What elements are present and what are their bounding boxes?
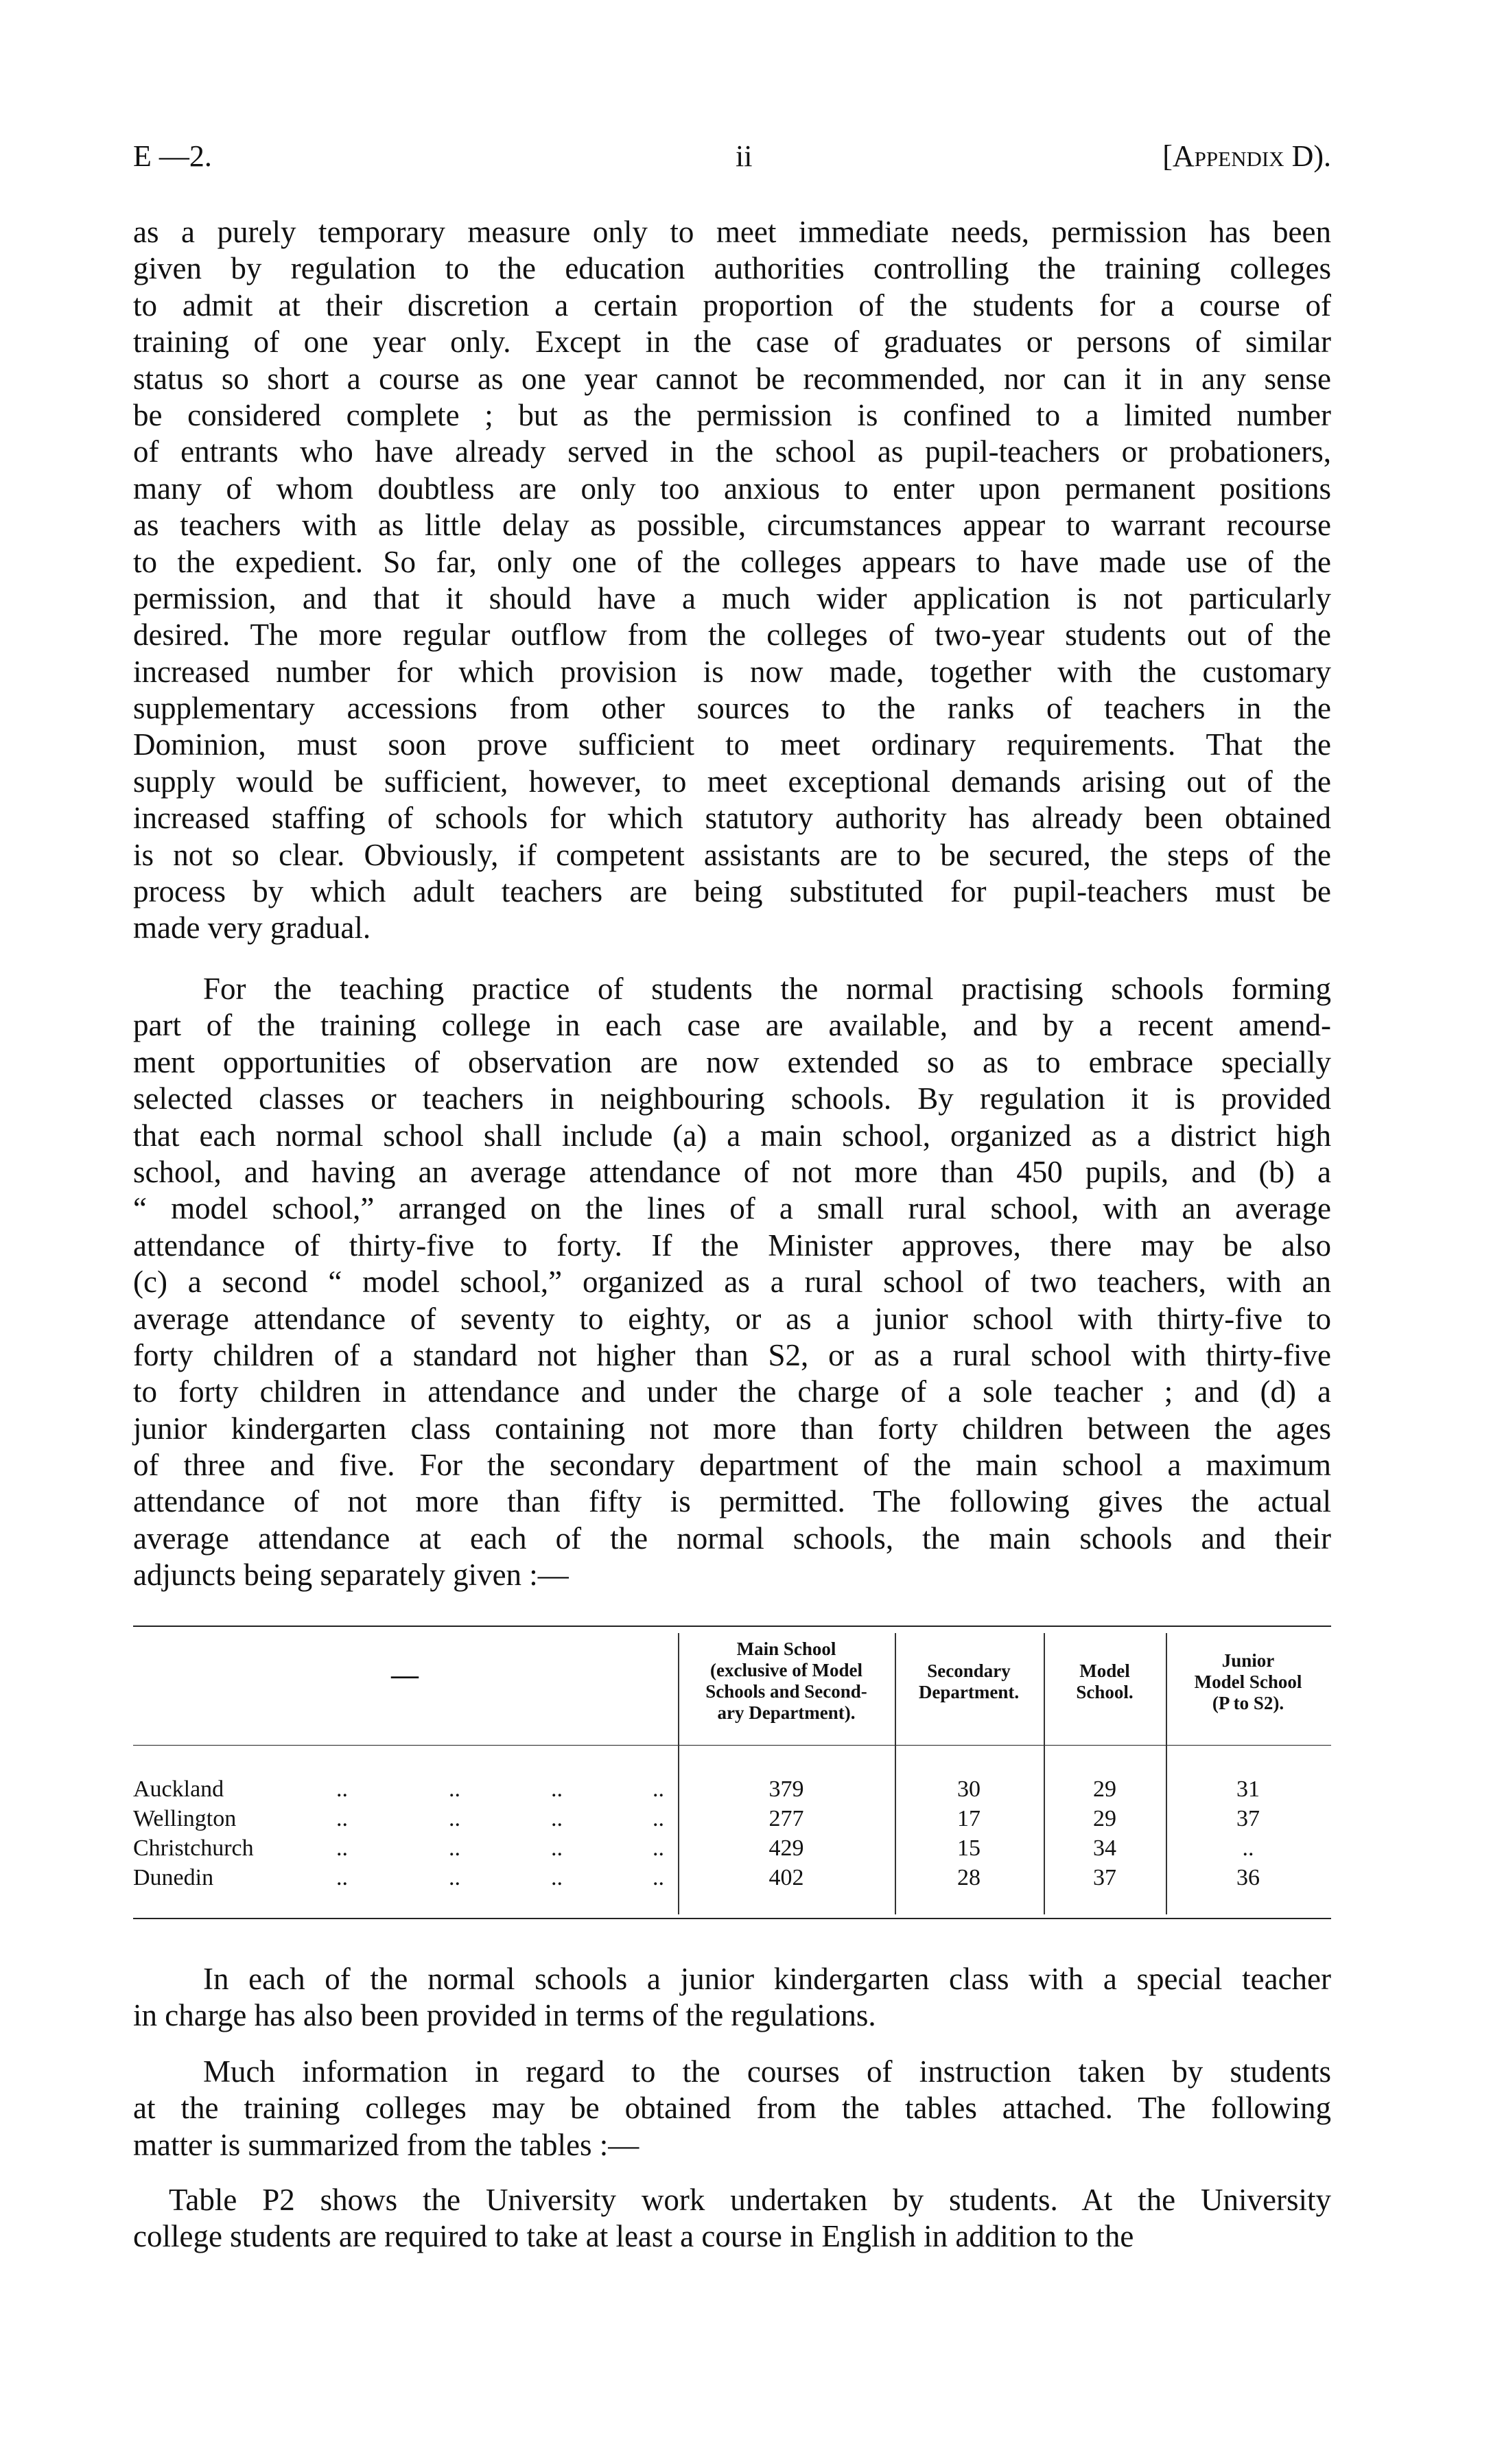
leader-dots: .. (653, 1865, 664, 1890)
leader-dots: .. (551, 1776, 563, 1802)
text-line: at the training colleges may be obtained from the tables attached. The following (133, 2091, 1331, 2126)
text-line: adjuncts being separately given :— (133, 1558, 569, 1593)
table-top-rule (133, 1626, 1331, 1627)
text-line: increased staffing of schools for which statutory authority has already been obtained (133, 801, 1331, 836)
text-line: (c) a second “ model school,” organized as a rural school of two teachers, with an (133, 1265, 1331, 1300)
attendance-value: 30 (957, 1776, 981, 1802)
attendance-value: 29 (1093, 1776, 1116, 1802)
leader-dots: .. (336, 1835, 348, 1861)
leader-dots: .. (551, 1835, 563, 1861)
leader-dots: .. (336, 1806, 348, 1831)
leader-dots: .. (449, 1776, 460, 1802)
text-line: junior kindergarten class containing not more than forty children between the ages (133, 1411, 1331, 1446)
leader-dots: .. (551, 1806, 563, 1831)
text-line: matter is summarized from the tables :— (133, 2127, 639, 2162)
school-name: Christchurch (133, 1835, 254, 1861)
column-header-line: (P to S2). (1212, 1693, 1284, 1713)
text-line: in charge has also been provided in terms of the regulations. (133, 1998, 876, 2033)
column-header-line: Department. (918, 1682, 1020, 1702)
paragraph-courses (133, 2054, 1331, 2163)
attendance-value: 28 (957, 1865, 981, 1890)
school-name: Wellington (133, 1806, 237, 1831)
attendance-value: 37 (1093, 1865, 1116, 1890)
leader-dots: .. (449, 1806, 460, 1831)
column-header-line: Secondary (927, 1661, 1011, 1681)
attendance-value: 31 (1236, 1776, 1260, 1802)
column-header-line: Main School (736, 1639, 836, 1659)
column-header (683, 1639, 889, 1724)
text-line: part of the training college in each case are available, and by a recent amend- (133, 1008, 1331, 1043)
school-name: Dunedin (133, 1865, 214, 1890)
column-header-line: Model (1079, 1661, 1130, 1681)
leader-dots: .. (336, 1776, 348, 1802)
leader-dots: .. (449, 1865, 460, 1890)
leader-dots: .. (653, 1776, 664, 1802)
attendance-value: 34 (1093, 1835, 1116, 1861)
attendance-value: 402 (768, 1865, 804, 1890)
paragraph-teaching-practice (133, 971, 1331, 1594)
table-header-rule (133, 1745, 1331, 1746)
text-line: made very gradual. (133, 911, 371, 946)
attendance-value: 15 (957, 1835, 981, 1861)
text-line: Table P2 shows the University work undertaken by students. At the University (169, 2183, 1331, 2217)
text-line: supply would be sufficient, however, to meet exceptional demands arising out of the (133, 764, 1331, 799)
text-line: ment opportunities of observation are now extended so as to embrace specially (133, 1044, 1331, 1079)
stub-header: — (391, 1659, 419, 1690)
paragraph-training-duration (133, 214, 1331, 947)
column-header-line: (exclusive of Model (710, 1660, 862, 1680)
leader-dots: .. (653, 1835, 664, 1861)
column-header-line: Schools and Second- (705, 1681, 867, 1702)
text-line: of three and five. For the secondary department of the main school a maximum (133, 1448, 1331, 1483)
text-line: school, and having an average attendance of not more than 450 pupils, and (b) a (133, 1154, 1331, 1189)
page-number: ii (736, 139, 753, 173)
text-line: supplementary accessions from other sources to the ranks of teachers in the (133, 691, 1331, 726)
leader-dots: .. (551, 1865, 563, 1890)
attendance-value: 36 (1236, 1865, 1260, 1890)
text-line: “ model school,” arranged on the lines of a small rural school, with an average (133, 1191, 1331, 1226)
text-line: given by regulation to the education authorities controlling the training colleges (133, 251, 1331, 286)
text-line: Much information in regard to the courses of instruction taken by students (203, 2054, 1331, 2089)
attendance-value: 17 (957, 1806, 981, 1831)
attendance-value: 379 (768, 1776, 804, 1802)
text-line: forty children of a standard not higher than S2, or as a rural school with thirty-five (133, 1337, 1331, 1372)
text-line: that each normal school shall include (a) a main school, organized as a district high (133, 1118, 1331, 1153)
leader-dots: .. (653, 1806, 664, 1831)
attendance-value: .. (1242, 1835, 1254, 1861)
text-line: attendance of not more than fifty is permitted. The following gives the actual (133, 1484, 1331, 1519)
leader-dots: .. (336, 1865, 348, 1890)
text-line: to forty children in attendance and under the charge of a sole teacher ; and (d) a (133, 1374, 1331, 1409)
column-header (1166, 1650, 1330, 1714)
text-line: status so short a course as one year cannot be recommended, nor can it in any sense (133, 361, 1331, 396)
text-line: increased number for which provision is now made, together with the customary (133, 654, 1331, 689)
text-line: For the teaching practice of students the normal practising schools forming (203, 972, 1331, 1006)
column-header (1046, 1661, 1163, 1703)
column-header-line: Model School (1194, 1671, 1302, 1692)
text-line: selected classes or teachers in neighbouring schools. By regulation it is provided (133, 1081, 1331, 1116)
attendance-value: 37 (1236, 1806, 1260, 1831)
column-header-line: Junior (1221, 1650, 1275, 1671)
text-line: average attendance at each of the normal schools, the main schools and their (133, 1521, 1331, 1556)
text-line: be considered complete ; but as the permission is confined to a limited number (133, 397, 1331, 432)
column-header (893, 1661, 1044, 1703)
leader-dots: .. (449, 1835, 460, 1861)
text-line: permission, and that it should have a much wider application is not particularly (133, 580, 1331, 615)
paragraph-kindergarten (133, 1961, 1331, 2034)
text-line: is not so clear. Obviously, if competent assistants are to be secured, the steps of the (133, 837, 1331, 872)
text-line: training of one year only. Except in the case of graduates or persons of similar (133, 325, 1331, 360)
text-line: desired. The more regular outflow from the colleges of two-year students out of the (133, 618, 1331, 653)
text-line: many of whom doubtless are only too anxious to enter upon permanent positions (133, 471, 1331, 506)
text-line: college students are required to take at least a course in English in addition to the (133, 2219, 1134, 2254)
text-line: attendance of thirty-five to forty. If the Minister approves, there may be also (133, 1228, 1331, 1263)
text-line: as a purely temporary measure only to meet immediate needs, permission has been (133, 215, 1331, 249)
column-header-line: School. (1076, 1682, 1134, 1702)
text-line: as teachers with as little delay as possible, circumstances appear to warrant recourse (133, 508, 1331, 543)
attendance-value: 29 (1093, 1806, 1116, 1831)
text-line: process by which adult teachers are being substituted for pupil-teachers must be (133, 874, 1331, 909)
text-line: to the expedient. So far, only one of the colleges appears to have made use of the (133, 544, 1331, 579)
column-divider (678, 1633, 679, 1914)
text-line: Dominion, must soon prove sufficient to meet ordinary requirements. That the (133, 727, 1331, 762)
school-name: Auckland (133, 1776, 224, 1802)
appendix-label: [Appendix D). (1162, 139, 1331, 173)
attendance-value: 277 (768, 1806, 804, 1831)
text-line: In each of the normal schools a junior kindergarten class with a special teacher (203, 1962, 1331, 1996)
text-line: average attendance of seventy to eighty, or as a junior school with thirty-five to (133, 1301, 1331, 1336)
text-line: of entrants who have already served in the school as pupil-teachers or probationers, (133, 434, 1331, 469)
page-code: E —2. (133, 139, 212, 173)
column-header-line: ary Department). (717, 1702, 856, 1723)
text-line: to admit at their discretion a certain proportion of the students for a course of (133, 288, 1331, 322)
table-bottom-rule (133, 1918, 1331, 1919)
attendance-value: 429 (768, 1835, 804, 1861)
paragraph-university-work (133, 2182, 1331, 2255)
